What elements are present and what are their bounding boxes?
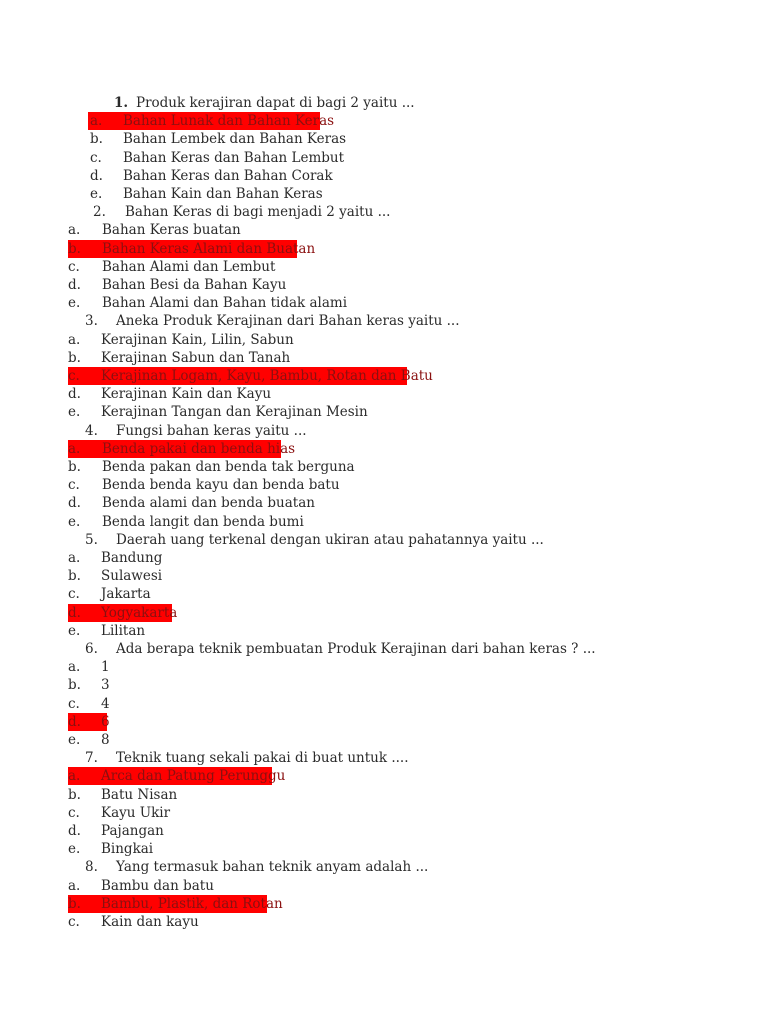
option-text: 4 [101,695,110,712]
option-text: Kerajinan Sabun dan Tanah [101,349,291,366]
option-marker: b. [68,459,81,475]
option-highlighted-answer [68,367,433,385]
question-4 [0,422,760,440]
option-text: Bahan Alami dan Lembut [102,258,276,275]
option-text: Benda pakai dan benda hias [102,440,296,457]
option-highlighted-answer [68,767,286,785]
option-item [0,349,700,367]
option-text: Bambu, Plastik, dan Rotan [101,895,283,912]
option-item [0,294,700,312]
option-marker: b. [68,786,81,803]
option-text: Benda alami dan benda buatan [102,495,315,512]
option-item [0,494,700,512]
option-item [0,476,700,494]
question-text: Yang termasuk bahan teknik anyam adalah ... [116,859,429,876]
option-text: Bambu dan batu [101,877,214,894]
question-number: 1. [114,95,129,111]
option-marker: c. [68,258,80,275]
option-marker: b. [90,131,103,148]
option-item [0,549,700,567]
option-text: 3 [101,677,110,694]
question-8 [0,858,760,876]
option-text: Jakarta [101,586,151,603]
question-number: 2. [93,204,106,221]
option-marker: a. [68,440,81,457]
option-item [0,331,700,349]
option-item [0,731,700,749]
option-item [0,822,700,840]
option-marker: c. [68,804,80,821]
option-item [0,385,700,403]
option-item [0,840,700,858]
option-text: Kerajinan Kain, Lilin, Sabun [101,331,294,348]
option-text: 8 [101,732,110,748]
option-marker: d. [90,167,103,184]
question-number: 8. [85,859,98,876]
question-number: 5. [85,531,98,548]
question-text: Fungsi bahan keras yaitu ... [116,422,307,439]
question-number: 3. [85,313,98,330]
question-text: Ada berapa teknik pembuatan Produk Kerajinan dari bahan keras ? ... [116,641,596,657]
option-marker: b. [68,677,81,694]
question-text: Produk kerajiran dapat di bagi 2 yaitu ... [136,95,415,111]
option-marker: a. [68,222,81,239]
option-highlighted-answer [68,440,296,458]
option-item [0,877,700,895]
option-marker: c. [90,149,102,166]
option-marker: e. [68,841,81,858]
option-text: 6 [101,713,110,730]
option-item [0,149,700,167]
question-text: Aneka Produk Kerajinan dari Bahan keras yaitu ... [116,313,460,330]
option-item [0,804,700,822]
option-item [0,185,700,203]
option-marker: a. [68,659,81,676]
option-marker: d. [68,713,81,730]
option-marker: c. [68,695,80,712]
option-text: Bahan Keras buatan [102,222,241,239]
option-marker: d. [68,386,81,403]
option-text: Bahan Besi da Bahan Kayu [102,277,287,293]
option-item [0,221,700,239]
option-marker: e. [68,295,81,312]
option-text: Benda benda kayu dan benda batu [102,477,340,494]
option-text: Lilitan [101,622,146,639]
option-marker: d. [68,495,81,512]
option-marker: a. [68,768,81,785]
option-marker: e. [68,732,81,748]
option-text: Kerajinan Tangan dan Kerajinan Mesin [101,404,368,421]
option-item [0,513,700,531]
option-item [0,258,700,276]
question-number: 7. [85,750,98,767]
option-item [0,276,700,294]
option-marker: a. [68,550,81,566]
option-marker: b. [68,240,81,257]
option-marker: c. [68,586,80,603]
option-marker: c. [68,914,80,930]
option-text: Bingkai [101,841,154,858]
option-marker: d. [68,823,81,839]
question-5 [0,531,760,549]
option-item [0,786,700,804]
option-item [0,695,700,713]
option-text: Kayu Ukir [101,804,171,821]
option-highlighted-answer [68,895,283,913]
option-text: Pajangan [101,823,164,839]
option-text: Bahan Keras Alami dan Buatan [102,240,316,257]
option-marker: b. [68,349,81,366]
option-highlighted-answer [68,240,316,258]
option-marker: e. [68,513,81,530]
option-text: Bandung [101,550,163,566]
question-number: 4. [85,422,98,439]
option-text: Kerajinan Kain dan Kayu [101,386,272,403]
option-text: Bahan Lunak dan Bahan Keras [123,113,335,130]
option-text: Bahan Keras dan Bahan Lembut [123,149,345,166]
option-item [0,130,700,148]
option-text: Batu Nisan [101,786,178,803]
option-marker: b. [68,895,81,912]
option-item [0,913,700,931]
question-number: 6. [85,641,98,657]
option-marker: c. [68,368,80,384]
option-text: 1 [101,659,110,676]
option-marker: e. [90,186,103,202]
question-1 [0,94,760,112]
option-marker: a. [90,113,103,130]
option-text: Yogyakarta [101,604,178,621]
option-text: Bahan Kain dan Bahan Keras [123,186,323,202]
question-6 [0,640,760,658]
option-highlighted-answer [68,604,178,622]
question-text: Daerah uang terkenal dengan ukiran atau pahatannya yaitu ... [116,531,544,548]
question-text: Teknik tuang sekali pakai di buat untuk .... [116,750,409,767]
option-item [0,167,700,185]
option-item [0,622,700,640]
option-text: Sulawesi [101,568,163,585]
option-item [0,585,700,603]
question-text: Bahan Keras di bagi menjadi 2 yaitu ... [125,204,391,221]
option-text: Kerajinan Logam, Kayu, Bambu, Rotan dan Batu [101,368,433,384]
question-3 [0,312,760,330]
option-item [0,458,700,476]
option-marker: a. [68,877,81,894]
option-marker: b. [68,568,81,585]
option-marker: c. [68,477,80,494]
option-highlighted-answer [88,112,335,130]
option-text: Benda pakan dan benda tak berguna [102,459,355,475]
option-item [0,403,700,421]
option-marker: a. [68,331,81,348]
option-marker: d. [68,277,81,293]
option-text: Bahan Alami dan Bahan tidak alami [102,295,348,312]
option-item [0,658,700,676]
option-highlighted-answer [68,713,110,731]
option-item [0,676,700,694]
option-text: Benda langit dan benda bumi [102,513,304,530]
question-7 [0,749,760,767]
option-marker: e. [68,404,81,421]
option-marker: d. [68,604,81,621]
option-text: Bahan Keras dan Bahan Corak [123,167,333,184]
option-text: Bahan Lembek dan Bahan Keras [123,131,347,148]
option-marker: e. [68,622,81,639]
option-text: Kain dan kayu [101,914,199,930]
question-2 [0,203,760,221]
option-item [0,567,700,585]
option-text: Arca dan Patung Perunggu [101,768,286,785]
